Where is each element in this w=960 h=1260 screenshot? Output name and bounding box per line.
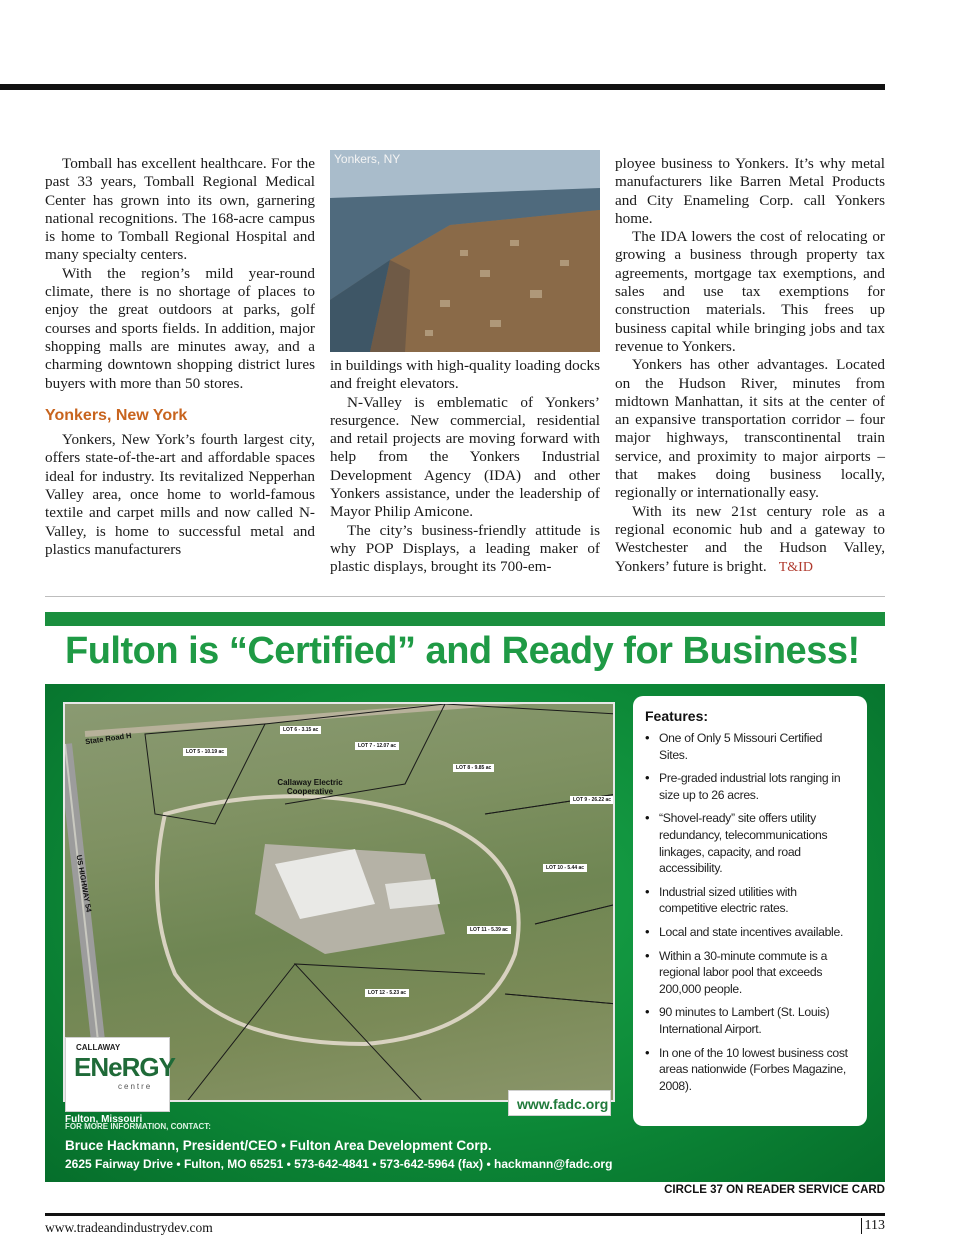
contact-name: Bruce Hackmann, President/CEO • Fulton Area Development Corp. [65, 1138, 492, 1153]
state-road-label: State Road H [84, 730, 133, 747]
ad-headline: Fulton is “Certified” and Ready for Business! [65, 630, 860, 672]
contact-details: 2625 Fairway Drive • Fulton, MO 65251 • 573-642-4841 • 573-642-5964 (fax) • hackmann@fadc.org [65, 1157, 613, 1171]
paragraph: Yonkers, New York’s fourth largest city, offers state-of-the-art and affordable spaces ideal for industry. Its revitalized Nepperhan Valley area, once home to world-famous textile and carpet mills and now called N-Valley, is home to successful metal and plastics manufacturers [45, 431, 315, 558]
lot-label: LOT 11 - 5.39 ac [467, 926, 511, 934]
lot-label: LOT 10 - 5.44 ac [543, 864, 587, 872]
website-link[interactable]: www.fadc.org [517, 1096, 609, 1112]
paragraph: The IDA lowers the cost of relocating or growing a business through property tax agreements, mortgage tax exemptions, and sales and use tax exemptions for construction materials. This frees up business capital while bringing jobs and tax revenue to Yonkers. [615, 228, 885, 355]
features-title: Features: [645, 708, 709, 724]
paragraph: in buildings with high-quality loading docks and freight elevators. [330, 357, 600, 393]
feature-item: • 90 minutes to Lambert (St. Louis) International Airport. [645, 1004, 853, 1037]
website-link-box[interactable] [508, 1090, 611, 1116]
feature-item: • One of Only 5 Missouri Certified Sites. [645, 730, 853, 763]
top-rule [0, 84, 885, 90]
feature-item: • Industrial sized utilities with competitive electric rates. [645, 884, 853, 917]
feature-item: • In one of the 10 lowest business cost areas nationwide (Forbes Magazine, 2008). [645, 1045, 853, 1095]
paragraph: Yonkers has other advantages. Located on the Hudson River, minutes from midtown Manhattan, it sits at the center of an expansive transportation corridor – four major highways, transcontinental train service, and proximity to major airports – that makes doing business locally, regionally or internationally easy. [615, 356, 885, 502]
paragraph: N-Valley is emblematic of Yonkers’ resurgence. New commercial, residential and retail projects are moving forward with help from the Yonkers Industrial Development Agency (IDA) and other Yonkers assistance, under the leadership of Mayor Philip Amicone. [330, 393, 600, 521]
fulton-advertisement [45, 612, 885, 1182]
yonkers-photo [330, 150, 600, 352]
ad-headline-band [45, 612, 885, 684]
closing-text: With its new 21st century role as a regional economic hub and a gateway to Westchester and the Hudson Valley, Yonkers’ future is bright. [615, 502, 885, 575]
ad-top-bar [45, 612, 885, 626]
highway-label: US HIGHWAY 54 [74, 854, 94, 913]
paragraph [615, 503, 885, 577]
paragraph: With the region’s mild year-round climate, there is no shortage of places to enjoy the great outdoors at parks, golf courses and sports fields. In addition, major shopping malls are minutes away, and a charming downtown shopping district lures buyers with more than 50 stores. [45, 264, 315, 392]
aerial-city-illustration [330, 150, 600, 352]
callaway-energy-logo [65, 1037, 175, 1112]
coop-label: Callaway Electric Cooperative [277, 778, 343, 796]
feature-item: • “Shovel-ready” site offers utility redundancy, telecommunications linkages, capacity, and road accessibility. [645, 810, 853, 876]
footer-website[interactable]: www.tradeandindustrydev.com [45, 1220, 213, 1235]
lot-label: LOT 7 - 12.07 ac [355, 742, 399, 750]
photo-caption: Yonkers, NY [334, 152, 401, 166]
contact-label: FOR MORE INFORMATION, CONTACT: [65, 1122, 211, 1131]
page-number: 113 [861, 1218, 885, 1234]
logo-centre-text: centre [118, 1082, 153, 1091]
article-column-2 [330, 357, 600, 577]
lot-label: LOT 12 - 5.23 ac [365, 989, 409, 997]
paragraph: Tomball has excellent healthcare. For the past 33 years, Tomball Regional Medical Center has grown into its own, garnering national recognitions. The 168-acre campus is home to Tomball Regional Hospital and many specialty centers. [45, 155, 315, 264]
article-column-3 [615, 155, 885, 577]
bottom-rule [45, 1213, 885, 1216]
paragraph: The city’s business-friendly attitude is why POP Displays, a leading maker of plastic displays, brought its 700-em- [330, 521, 600, 576]
reader-service-note: CIRCLE 37 ON READER SERVICE CARD [664, 1184, 885, 1196]
section-subhead: Yonkers, New York [45, 406, 188, 424]
features-list [645, 730, 853, 1094]
feature-item: • Within a 30-minute commute is a regional labor pool that exceeds 200,000 people. [645, 948, 853, 998]
section-divider [45, 596, 885, 597]
lot-label: LOT 6 - 3.15 ac [280, 726, 321, 734]
signoff-mark: T&ID [778, 559, 813, 575]
features-panel [633, 696, 867, 1126]
article-column-1 [45, 155, 315, 559]
lot-label: LOT 9 - 26.22 ac [570, 796, 614, 804]
feature-item: • Local and state incentives available. [645, 924, 853, 941]
lot-label: LOT 5 - 10.19 ac [183, 748, 227, 756]
logo-location: Fulton, Missouri [65, 1114, 143, 1125]
paragraph: ployee business to Yonkers. It’s why metal manufacturers like Barren Metal Products and City Enameling Corp. call Yonkers home. [615, 155, 885, 227]
feature-item: • Pre-graded industrial lots ranging in size up to 26 acres. [645, 770, 853, 803]
logo-small-text: CALLAWAY [76, 1043, 121, 1052]
lot-label: LOT 8 - 9.85 ac [453, 764, 494, 772]
logo-big-text: ENeRGY [74, 1052, 175, 1082]
